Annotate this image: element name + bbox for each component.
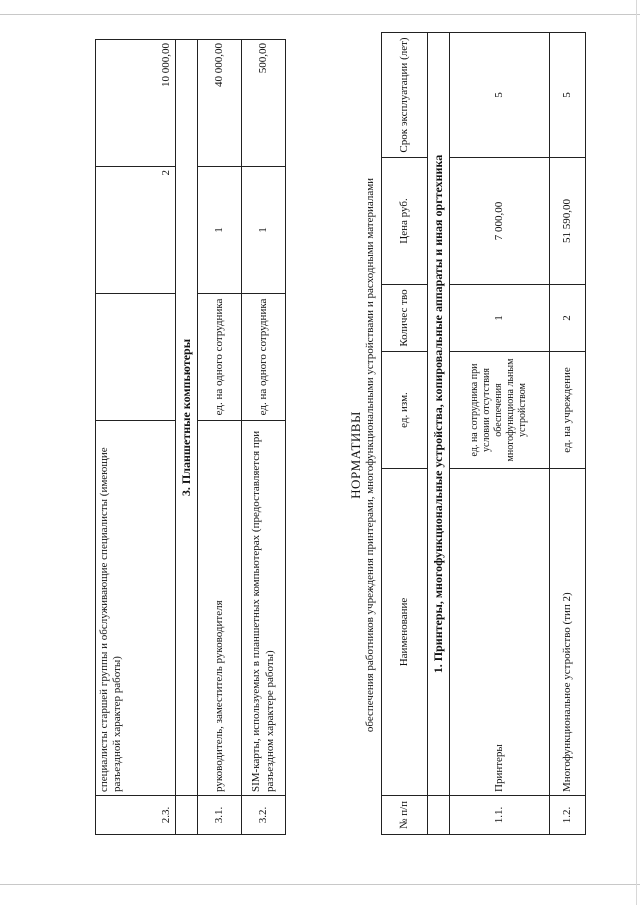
scan-edge-right [636, 0, 637, 905]
header-number: № п/п [381, 796, 427, 835]
row-unit: ед. на одного сотрудника [198, 294, 242, 421]
row-quantity: 2 [549, 285, 585, 352]
row-service-life: 5 [549, 33, 585, 158]
row-price: 40 000,00 [198, 40, 242, 167]
row-number: 1.2. [549, 796, 585, 835]
row-name: руководитель, заместитель руководителя [198, 421, 242, 796]
row-price: 500,00 [242, 40, 286, 167]
section-title: 1. Принтеры, многофункциональные устройства, копировальные аппараты и иная оргтехника [427, 33, 449, 796]
row-price: 51 590,00 [549, 158, 585, 285]
table-row [449, 33, 549, 835]
header-unit: ед. изм. [381, 352, 427, 469]
header-quantity: Количес тво [381, 285, 427, 352]
scan-edge-bottom [0, 884, 640, 885]
section-title: 3. Планшетные компьютеры [176, 40, 198, 796]
header-price: Цена руб. [381, 158, 427, 285]
row-number: 2.3. [96, 796, 176, 835]
table-header-row [381, 33, 427, 835]
row-number: 3.2. [242, 796, 286, 835]
table-row [549, 33, 585, 835]
header-service-life: Срок эксплуатации (лет) [381, 33, 427, 158]
scan-edge-top [0, 14, 640, 15]
row-price: 10 000,00 [96, 40, 176, 167]
row-unit: ед. на сотрудника при условии отсутствия обеспечения многофункциона льным устройством [449, 352, 549, 469]
rotated-document-page [95, 37, 573, 835]
table-row [96, 40, 176, 835]
table-row [242, 40, 286, 835]
norms-subtitle: обеспечения работников учреждения принтерами, многофункциональными устройствами и расходными материалами [363, 177, 376, 733]
top-table [95, 39, 286, 835]
row-quantity: 1 [242, 167, 286, 294]
row-service-life: 5 [449, 33, 549, 158]
norms-title: НОРМАТИВЫ [348, 411, 363, 499]
header-name: Наименование [381, 469, 427, 796]
row-number: 1.1. [449, 796, 549, 835]
row-quantity: 1 [449, 285, 549, 352]
row-price: 7 000,00 [449, 158, 549, 285]
row-name: SIM-карты, используемых в планшетных компьютерах (предоставляется при разъездном характере работы) [242, 421, 286, 796]
section-header-row [176, 40, 198, 835]
row-name: Многофункциональное устройство (тип 2) [549, 469, 585, 796]
norms-heading [348, 75, 377, 835]
row-unit [96, 294, 176, 421]
row-quantity: 1 [198, 167, 242, 294]
table-row [198, 40, 242, 835]
row-unit: ед. на учреждение [549, 352, 585, 469]
row-number: 3.1. [198, 796, 242, 835]
row-name: специалисты старшей группы и обслуживающие специалисты (имеющие разъездной характер работы) [96, 421, 176, 796]
section-header-row [427, 33, 449, 835]
row-unit: ед. на одного сотрудника [242, 294, 286, 421]
bottom-table [381, 32, 586, 835]
row-quantity: 2 [96, 167, 176, 294]
row-name: Принтеры [449, 469, 549, 796]
